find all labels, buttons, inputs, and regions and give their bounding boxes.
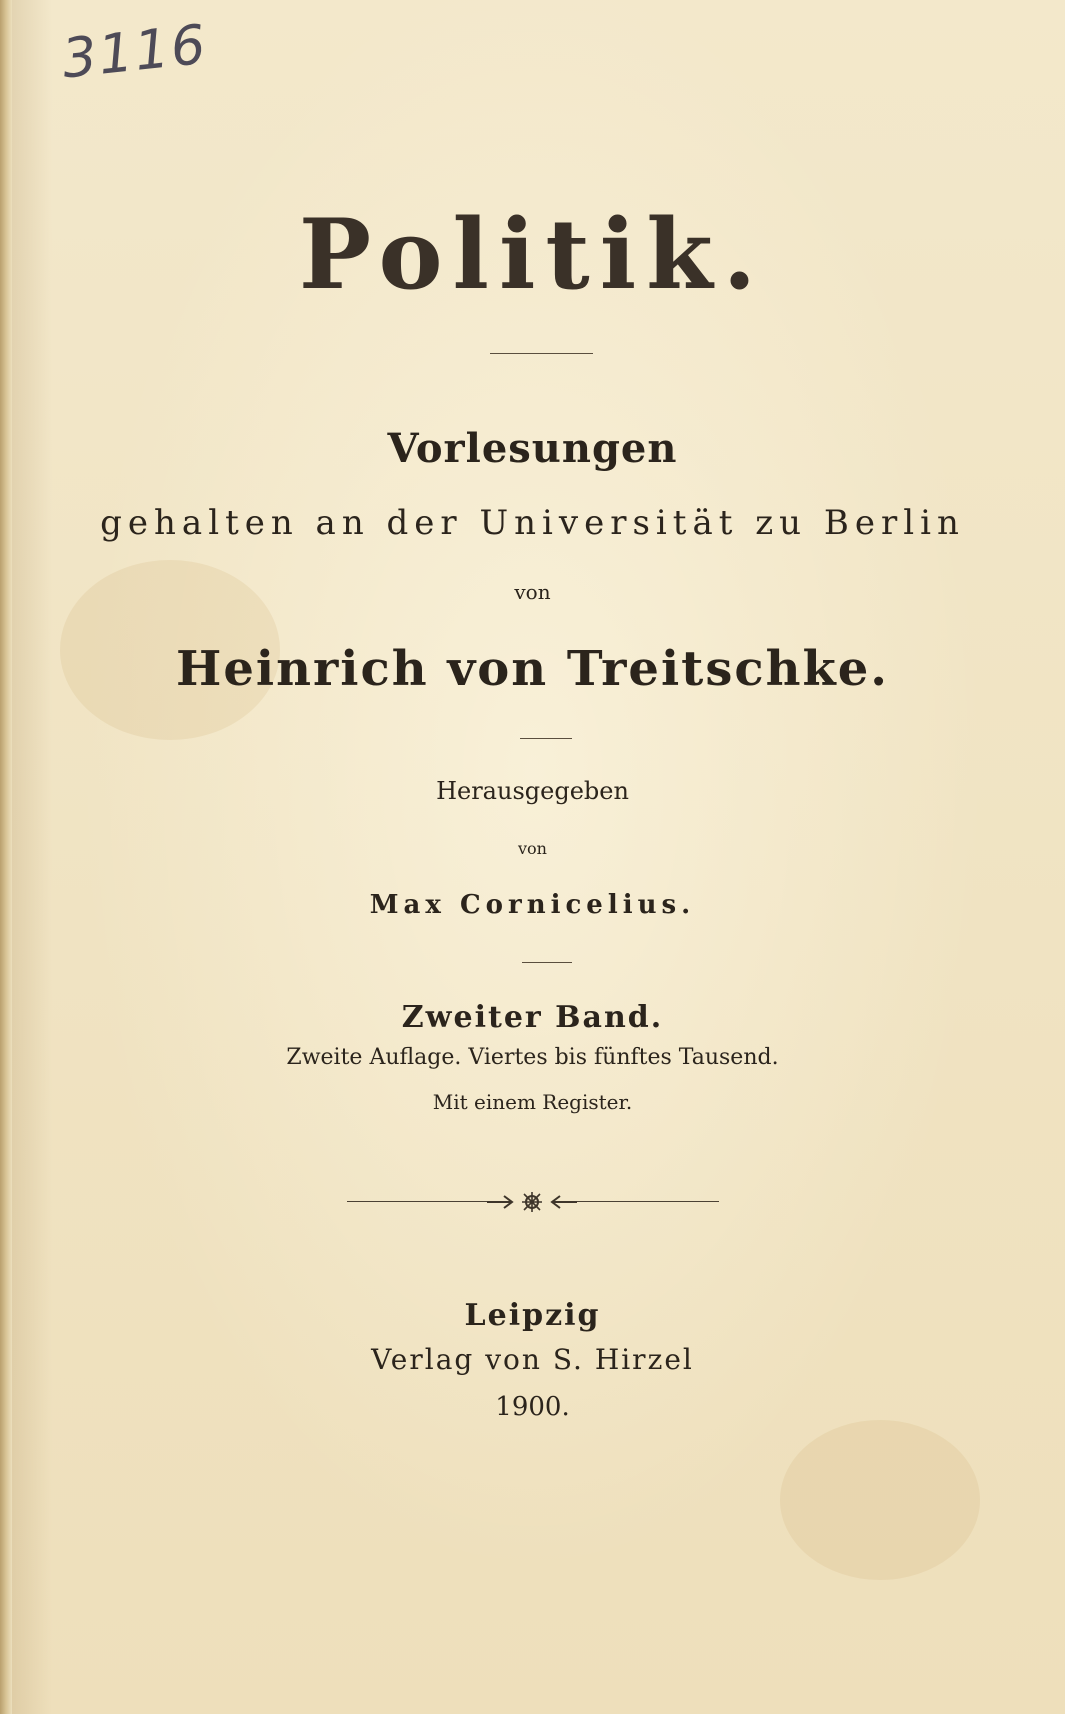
editor-rule [522, 962, 572, 963]
register-note: Mit einem Register. [432, 1090, 633, 1114]
ornament-rule-right [577, 1201, 719, 1202]
subtitle: Vorlesungen [387, 425, 678, 472]
lectures-line: gehalten an der Universität zu Berlin [100, 503, 965, 543]
fleuron-ornament [482, 1189, 582, 1215]
book-title: Politik. [298, 198, 767, 311]
handwritten-shelfmark: 3116 [59, 12, 211, 91]
ornament-rule-left [347, 1201, 487, 1202]
title-rule [490, 353, 593, 354]
volume-label: Zweiter Band. [401, 1000, 664, 1035]
by-word-1: von [514, 580, 551, 604]
publication-year: 1900. [495, 1392, 570, 1422]
edited-label: Herausgegeben [436, 777, 629, 805]
by-word-2: von [518, 839, 547, 858]
edition-line: Zweite Auflage. Viertes bis fünftes Tausend. [286, 1045, 779, 1070]
publisher-name: Verlag von S. Hirzel [371, 1343, 694, 1376]
paper-stain [780, 1420, 980, 1580]
editor-name: Max Cornicelius. [369, 890, 696, 920]
author-name: Heinrich von Treitschke. [175, 641, 889, 697]
publication-place: Leipzig [464, 1298, 601, 1333]
author-rule [520, 738, 572, 739]
